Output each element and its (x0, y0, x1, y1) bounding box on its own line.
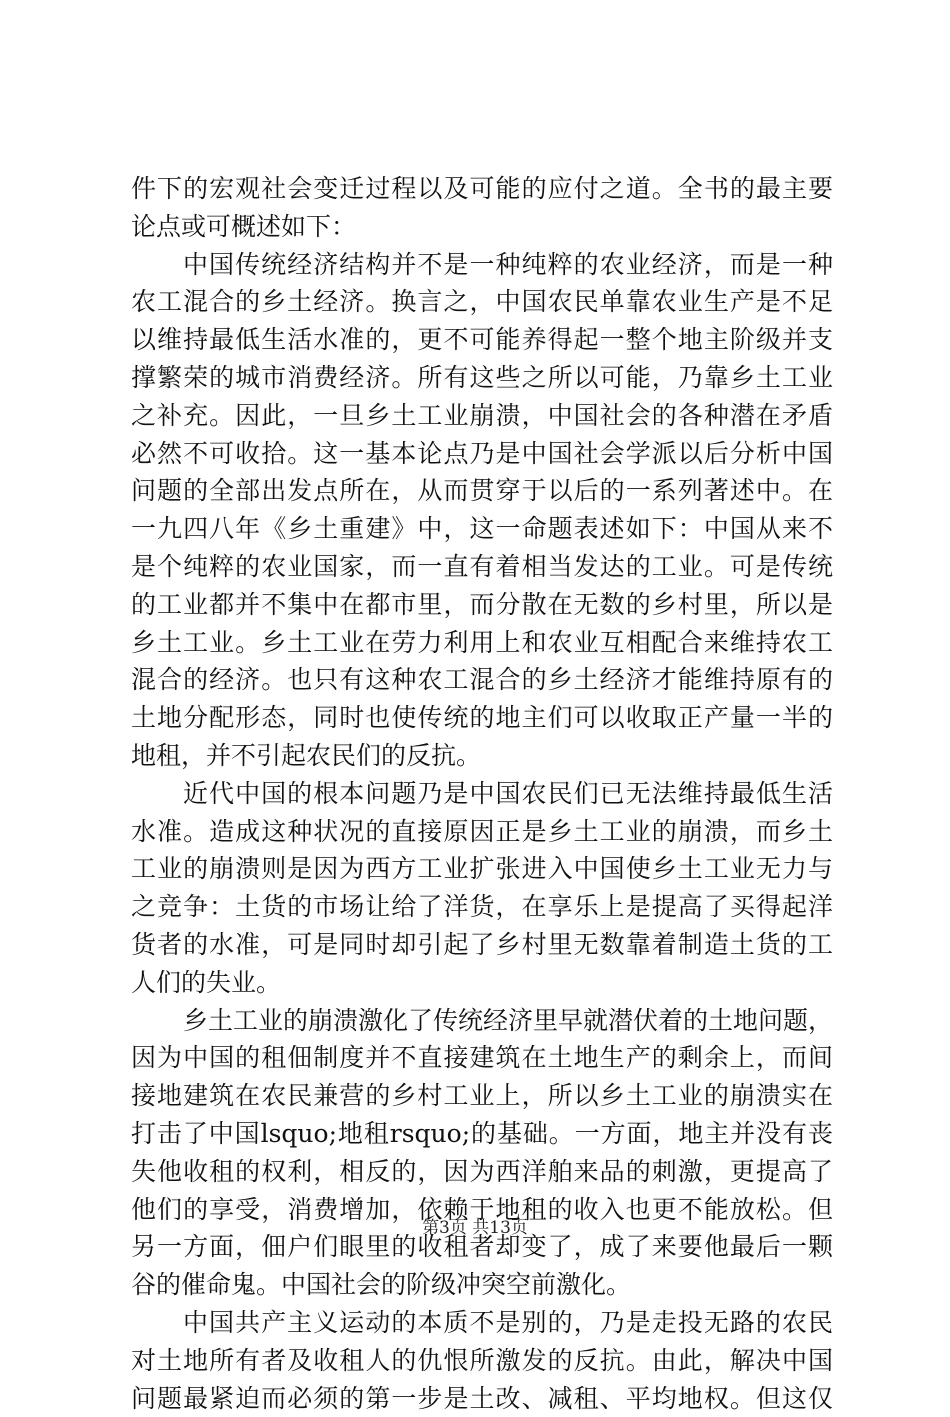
text-line: 论点或可概述如下： (131, 208, 833, 246)
text-line: 以维持最低生活水准的，更不可能养得起一整个地主阶级并支 (131, 321, 833, 359)
text-line: 地租，并不引起农民们的反抗。 (131, 737, 833, 775)
text-line: 中国传统经济结构并不是一种纯粹的农业经济，而是一种 (131, 246, 833, 284)
text-line: 他们的享受，消费增加，依赖于地租的收入也更不能放松。但 (131, 1191, 833, 1229)
text-line: 乡土工业的崩溃激化了传统经济里早就潜伏着的土地问题， (131, 1002, 833, 1040)
text-line: 是个纯粹的农业国家，而一直有着相当发达的工业。可是传统 (131, 548, 833, 586)
text-line: 撑繁荣的城市消费经济。所有这些之所以可能，乃靠乡土工业 (131, 359, 833, 397)
text-line: 件下的宏观社会变迁过程以及可能的应付之道。全书的最主要 (131, 170, 833, 208)
text-line: 必然不可收拾。这一基本论点乃是中国社会学派以后分析中国 (131, 435, 833, 473)
text-line: 对土地所有者及收租人的仇恨所激发的反抗。由此，解决中国 (131, 1342, 833, 1380)
text-line: 打击了中国lsquo;地租rsquo;的基础。一方面，地主并没有丧 (131, 1115, 833, 1153)
text-line: 混合的经济。也只有这种农工混合的乡土经济才能维持原有的 (131, 661, 833, 699)
text-line: 人们的失业。 (131, 964, 833, 1002)
text-line: 近代中国的根本问题乃是中国农民们已无法维持最低生活 (131, 775, 833, 813)
text-line: 货者的水准，可是同时却引起了乡村里无数靠着制造土货的工 (131, 926, 833, 964)
text-line: 因为中国的租佃制度并不直接建筑在土地生产的剩余上，而间 (131, 1039, 833, 1077)
text-line: 农工混合的乡土经济。换言之，中国农民单靠农业生产是不足 (131, 283, 833, 321)
text-line: 另一方面，佃户们眼里的收租者却变了，成了来要他最后一颗 (131, 1228, 833, 1266)
text-line: 接地建筑在农民兼营的乡村工业上，所以乡土工业的崩溃实在 (131, 1077, 833, 1115)
text-line: 工业的崩溃则是因为西方工业扩张进入中国使乡土工业无力与 (131, 850, 833, 888)
text-line: 乡土工业。乡土工业在劳力利用上和农业互相配合来维持农工 (131, 624, 833, 662)
text-line: 问题最紧迫而必须的第一步是土改、减租、平均地权。但这仅 (131, 1380, 833, 1417)
text-line: 失他收租的权利，相反的，因为西洋舶来品的刺激，更提高了 (131, 1153, 833, 1191)
text-line: 中国共产主义运动的本质不是别的，乃是走投无路的农民 (131, 1304, 833, 1342)
text-line: 之竞争：土货的市场让给了洋货，在享乐上是提高了买得起洋 (131, 888, 833, 926)
text-line: 一九四八年《乡土重建》中，这一命题表述如下：中国从来不 (131, 510, 833, 548)
text-line: 水准。造成这种状况的直接原因正是乡土工业的崩溃，而乡土 (131, 813, 833, 851)
page-footer: 第3页 共13页 (0, 1213, 950, 1238)
text-line: 土地分配形态，同时也使传统的地主们可以收取正产量一半的 (131, 699, 833, 737)
text-line: 之补充。因此，一旦乡土工业崩溃，中国社会的各种潜在矛盾 (131, 397, 833, 435)
text-line: 问题的全部出发点所在，从而贯穿于以后的一系列著述中。在 (131, 472, 833, 510)
text-line: 谷的催命鬼。中国社会的阶级冲突空前激化。 (131, 1266, 833, 1304)
text-line: 的工业都并不集中在都市里，而分散在无数的乡村里，所以是 (131, 586, 833, 624)
